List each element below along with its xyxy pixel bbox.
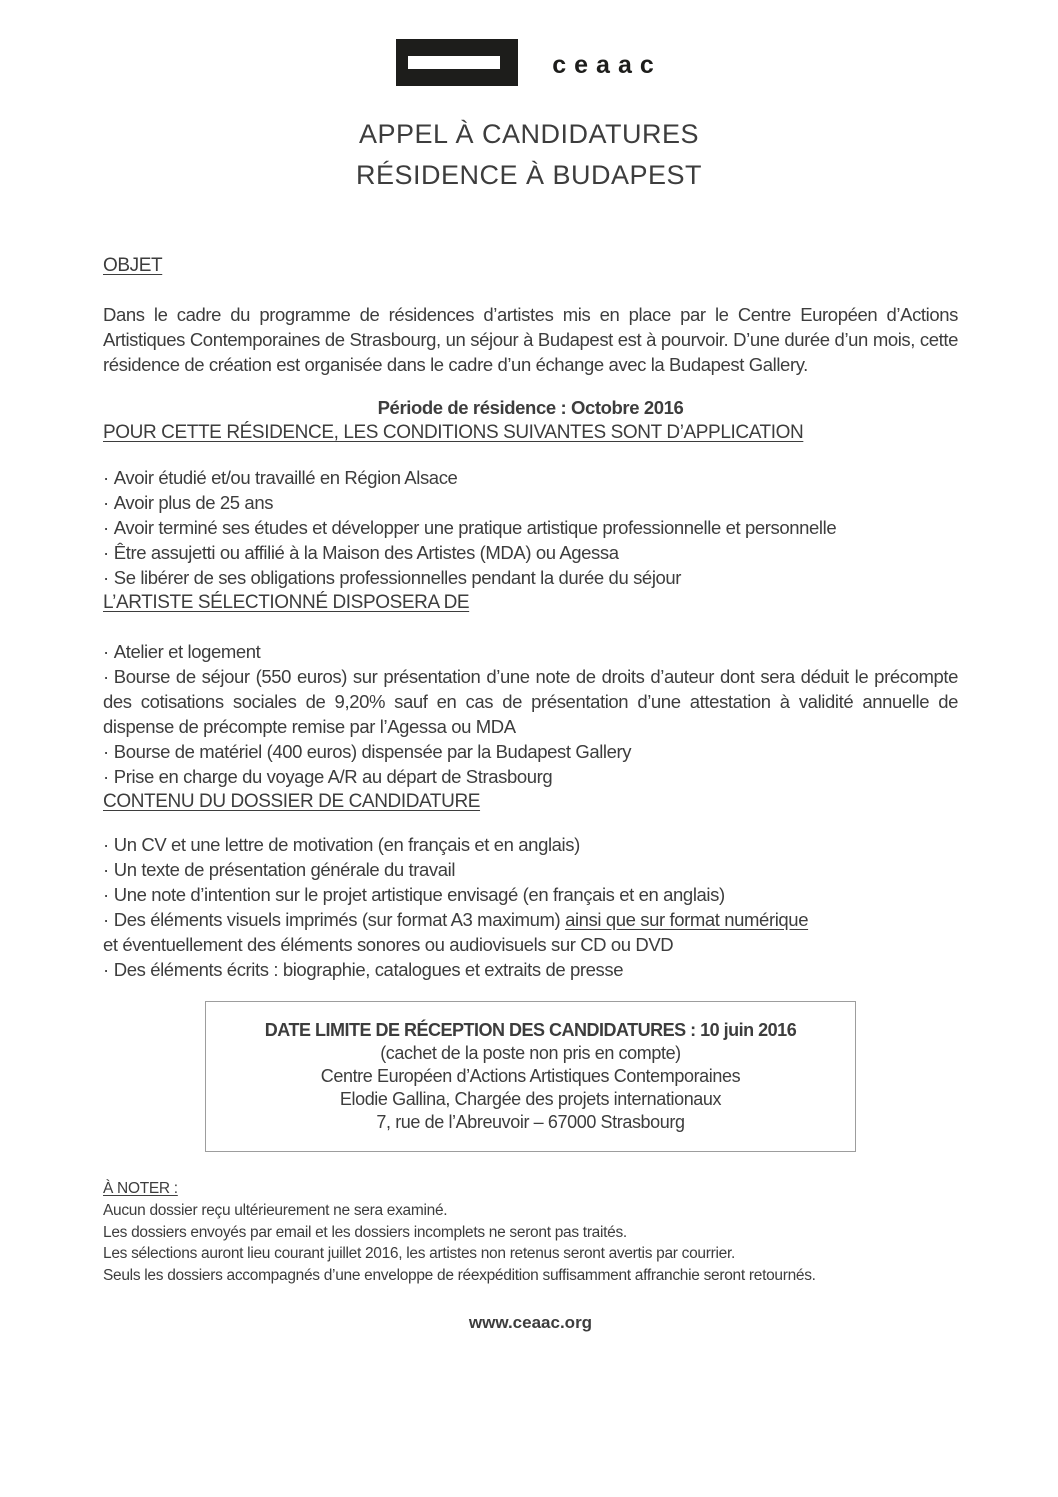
underlined-phrase: ainsi que sur format numérique [565, 909, 809, 930]
note-line: Les sélections auront lieu courant juillet 2016, les artistes non retenus seront avertis par courrier. [103, 1245, 735, 1262]
deadline-box [205, 1001, 856, 1152]
bullet-glyph: · [103, 884, 109, 905]
title-line-1: APPEL À CANDIDATURES [358, 119, 700, 149]
bullet-glyph: · [103, 666, 109, 687]
list-item-visuels [103, 907, 958, 957]
list-item-text: Des éléments visuels imprimés (sur format A3 maximum) [113, 909, 566, 930]
bullet-glyph: · [103, 834, 109, 855]
page-title [0, 114, 1058, 196]
bullet-glyph: · [103, 641, 109, 662]
list-item-text: Avoir terminé ses études et développer une pratique artistique professionnelle et personnelle [113, 517, 837, 538]
list-item [103, 664, 958, 739]
list-item [103, 465, 958, 490]
bullet-glyph: · [103, 959, 109, 980]
bullet-glyph: · [103, 542, 109, 563]
ceaac-logo-icon [396, 39, 518, 86]
bullet-glyph: · [103, 766, 109, 787]
footer-url: www.ceaac.org [468, 1313, 593, 1332]
list-item [103, 832, 958, 857]
list-item [103, 764, 958, 789]
list-item [103, 857, 958, 882]
list-item-text: Se libérer de ses obligations professionnelles pendant la durée du séjour [113, 567, 682, 588]
note-line: Seuls les dossiers accompagnés d’une enveloppe de réexpédition suffisamment affranchie seront retournés. [103, 1266, 816, 1284]
bullet-glyph: · [103, 859, 109, 880]
header-logo-row [0, 0, 1058, 86]
list-item [103, 540, 958, 565]
deadline-line: Centre Européen d’Actions Artistiques Contemporaines [320, 1066, 741, 1086]
list-item-text: Un CV et une lettre de motivation (en français et en anglais) [113, 834, 580, 855]
conditions-list [103, 465, 958, 590]
list-item-text: Bourse de séjour (550 euros) sur présentation d’une note de droits d’auteur dont sera déduit le précompte des cotisations sociales de 9,20% sauf en cas de présentation d’une attestation à validité annuelle de dispense de précompte remise par l’Agessa ou MDA [103, 666, 958, 737]
section-heading-dispose: L’ARTISTE SÉLECTIONNÉ DISPOSERA DE [103, 592, 470, 613]
notes-section [103, 1178, 958, 1286]
list-item [103, 565, 958, 590]
dispose-list [103, 639, 958, 789]
objet-paragraph: Dans le cadre du programme de résidences d’artistes mis en place par le Centre Européen d’Actions Artistiques Contemporaines de Strasbourg, un séjour à Budapest est à pourvoir. D’une durée d’un mois, cette résidence de création est organisée dans le cadre d’un échange avec la Budapest Gallery. [103, 304, 958, 375]
list-item [103, 957, 958, 982]
section-heading-conditions: POUR CETTE RÉSIDENCE, LES CONDITIONS SUIVANTES SONT D’APPLICATION [103, 422, 804, 443]
deadline-line: Elodie Gallina, Chargée des projets internationaux [339, 1089, 722, 1109]
logo-bar-shape [408, 56, 500, 69]
list-item-text: Une note d’intention sur le projet artistique envisagé (en français et en anglais) [113, 884, 725, 905]
brand-name: ceaac [552, 51, 662, 79]
list-item-text: Avoir étudié et/ou travaillé en Région Alsace [113, 467, 458, 488]
periode-line: Période de résidence : Octobre 2016 [377, 397, 684, 418]
list-item-text: Un texte de présentation générale du travail [113, 859, 456, 880]
section-heading-objet: OBJET [103, 255, 163, 276]
bullet-glyph: · [103, 467, 109, 488]
dossier-list [103, 832, 958, 982]
bullet-glyph: · [103, 492, 109, 513]
notes-heading: À NOTER : [103, 1180, 178, 1197]
document-body [103, 253, 958, 1335]
deadline-line: 7, rue de l’Abreuvoir – 67000 Strasbourg [376, 1112, 685, 1132]
list-item-continuation: et éventuellement des éléments sonores ou audiovisuels sur CD ou DVD [103, 934, 674, 955]
bullet-glyph: · [103, 909, 109, 930]
list-item [103, 739, 958, 764]
deadline-line-bold: DATE LIMITE DE RÉCEPTION DES CANDIDATURES : 10 juin 2016 [264, 1020, 797, 1040]
note-line: Aucun dossier reçu ultérieurement ne sera examiné. [103, 1202, 448, 1219]
list-item [103, 515, 958, 540]
note-line: Les dossiers envoyés par email et les dossiers incomplets ne seront pas traités. [103, 1223, 627, 1241]
title-line-2: RÉSIDENCE À BUDAPEST [355, 160, 703, 190]
list-item-text: Être assujetti ou affilié à la Maison des Artistes (MDA) ou Agessa [113, 542, 619, 563]
bullet-glyph: · [103, 567, 109, 588]
list-item-text: Prise en charge du voyage A/R au départ de Strasbourg [113, 766, 553, 787]
list-item-text: Des éléments écrits : biographie, catalogues et extraits de presse [113, 959, 624, 980]
deadline-line: (cachet de la poste non pris en compte) [380, 1043, 681, 1063]
list-item [103, 490, 958, 515]
list-item [103, 882, 958, 907]
list-item-text: Avoir plus de 25 ans [113, 492, 274, 513]
list-item-text: Atelier et logement [113, 641, 261, 662]
list-item-text: Bourse de matériel (400 euros) dispensée par la Budapest Gallery [113, 741, 632, 762]
bullet-glyph: · [103, 741, 109, 762]
section-heading-dossier: CONTENU DU DOSSIER DE CANDIDATURE [103, 791, 481, 812]
bullet-glyph: · [103, 517, 109, 538]
list-item [103, 639, 958, 664]
